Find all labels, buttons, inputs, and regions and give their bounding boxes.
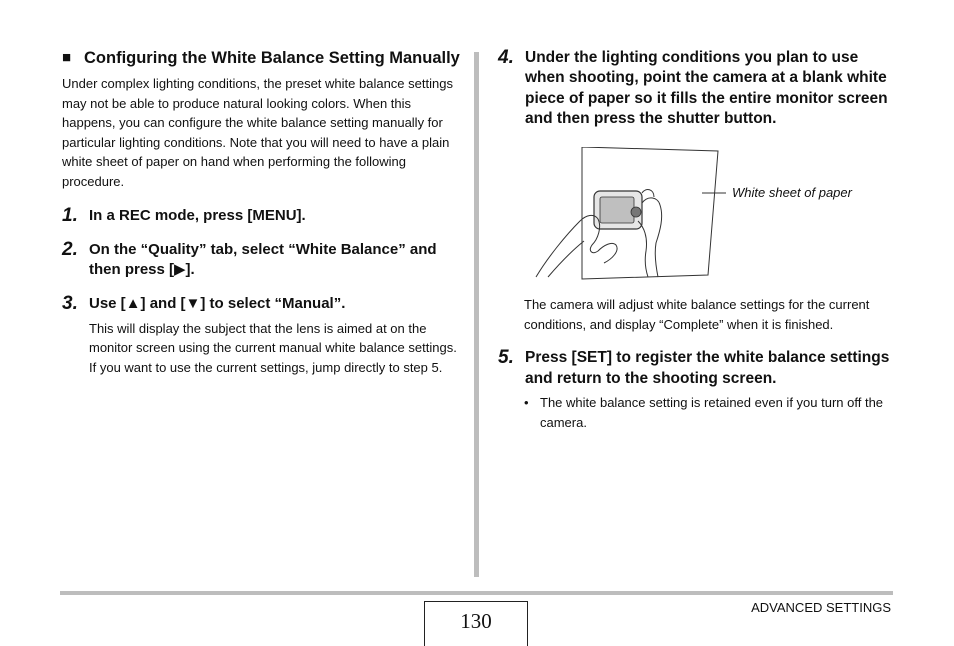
- step-5: [498, 348, 898, 389]
- step-3-body: This will display the subject that the lens is aimed at on the monitor screen using the current manual white balance settings. If you want to use the current settings, jump directly to step 5.: [89, 320, 457, 375]
- page-number-box: [424, 601, 528, 646]
- intro-paragraph: Under complex lighting conditions, the preset white balance settings may not be able to produce natural looking colors. When this happens, you can configure the white balance setting manually for particular lighting conditions. Note that you will need to have a plain white sheet of paper on hand when performing the following procedure.: [62, 76, 453, 189]
- figure-caption-paragraph: The camera will adjust white balance settings for the current conditions, and display “Complete” when it is finished.: [524, 297, 870, 332]
- section-title: Configuring the White Balance Setting Manually: [84, 49, 460, 67]
- left-column: [62, 48, 462, 378]
- left-wrist-shape: [548, 241, 584, 277]
- step-4: [498, 48, 898, 129]
- step-1: [62, 206, 462, 226]
- camera-dial-shape: [631, 207, 641, 217]
- figure-label: White sheet of paper: [732, 185, 852, 201]
- square-bullet-icon: ■: [62, 49, 72, 66]
- step-number: 4.: [498, 47, 514, 68]
- camera-paper-illustration: [508, 147, 898, 287]
- camera-screen-shape: [600, 197, 634, 223]
- step-3: [62, 294, 462, 314]
- step-number: 5.: [498, 347, 514, 369]
- footer-section-label: ADVANCED SETTINGS: [751, 600, 891, 615]
- step-number: 2.: [62, 238, 78, 260]
- right-column: [498, 48, 898, 432]
- note-text: The white balance setting is retained even if you turn off the camera.: [540, 394, 884, 430]
- camera-illustration: [508, 147, 898, 287]
- page-number: 130: [460, 609, 492, 633]
- section-heading: [62, 48, 462, 68]
- step-text: Use [▲] and [▼] to select “Manual”.: [89, 295, 346, 313]
- step-text: Press [SET] to register the white balance settings and return to the shooting screen.: [525, 349, 890, 387]
- column-divider: [474, 52, 479, 577]
- step-2: [62, 240, 462, 281]
- step-number: 1.: [62, 204, 78, 226]
- footer-rule: [60, 591, 893, 595]
- bullet-dot-icon: •: [524, 394, 529, 410]
- step-text: In a REC mode, press [MENU].: [89, 206, 306, 224]
- note-bullet: [524, 393, 898, 432]
- step-number: 3.: [62, 293, 78, 315]
- step-text: On the “Quality” tab, select “White Balance” and then press [▶].: [89, 240, 437, 279]
- step-text: Under the lighting conditions you plan to use when shooting, point the camera at a blank white piece of paper so it fills the entire monitor screen and then press the shutter button.: [525, 49, 888, 127]
